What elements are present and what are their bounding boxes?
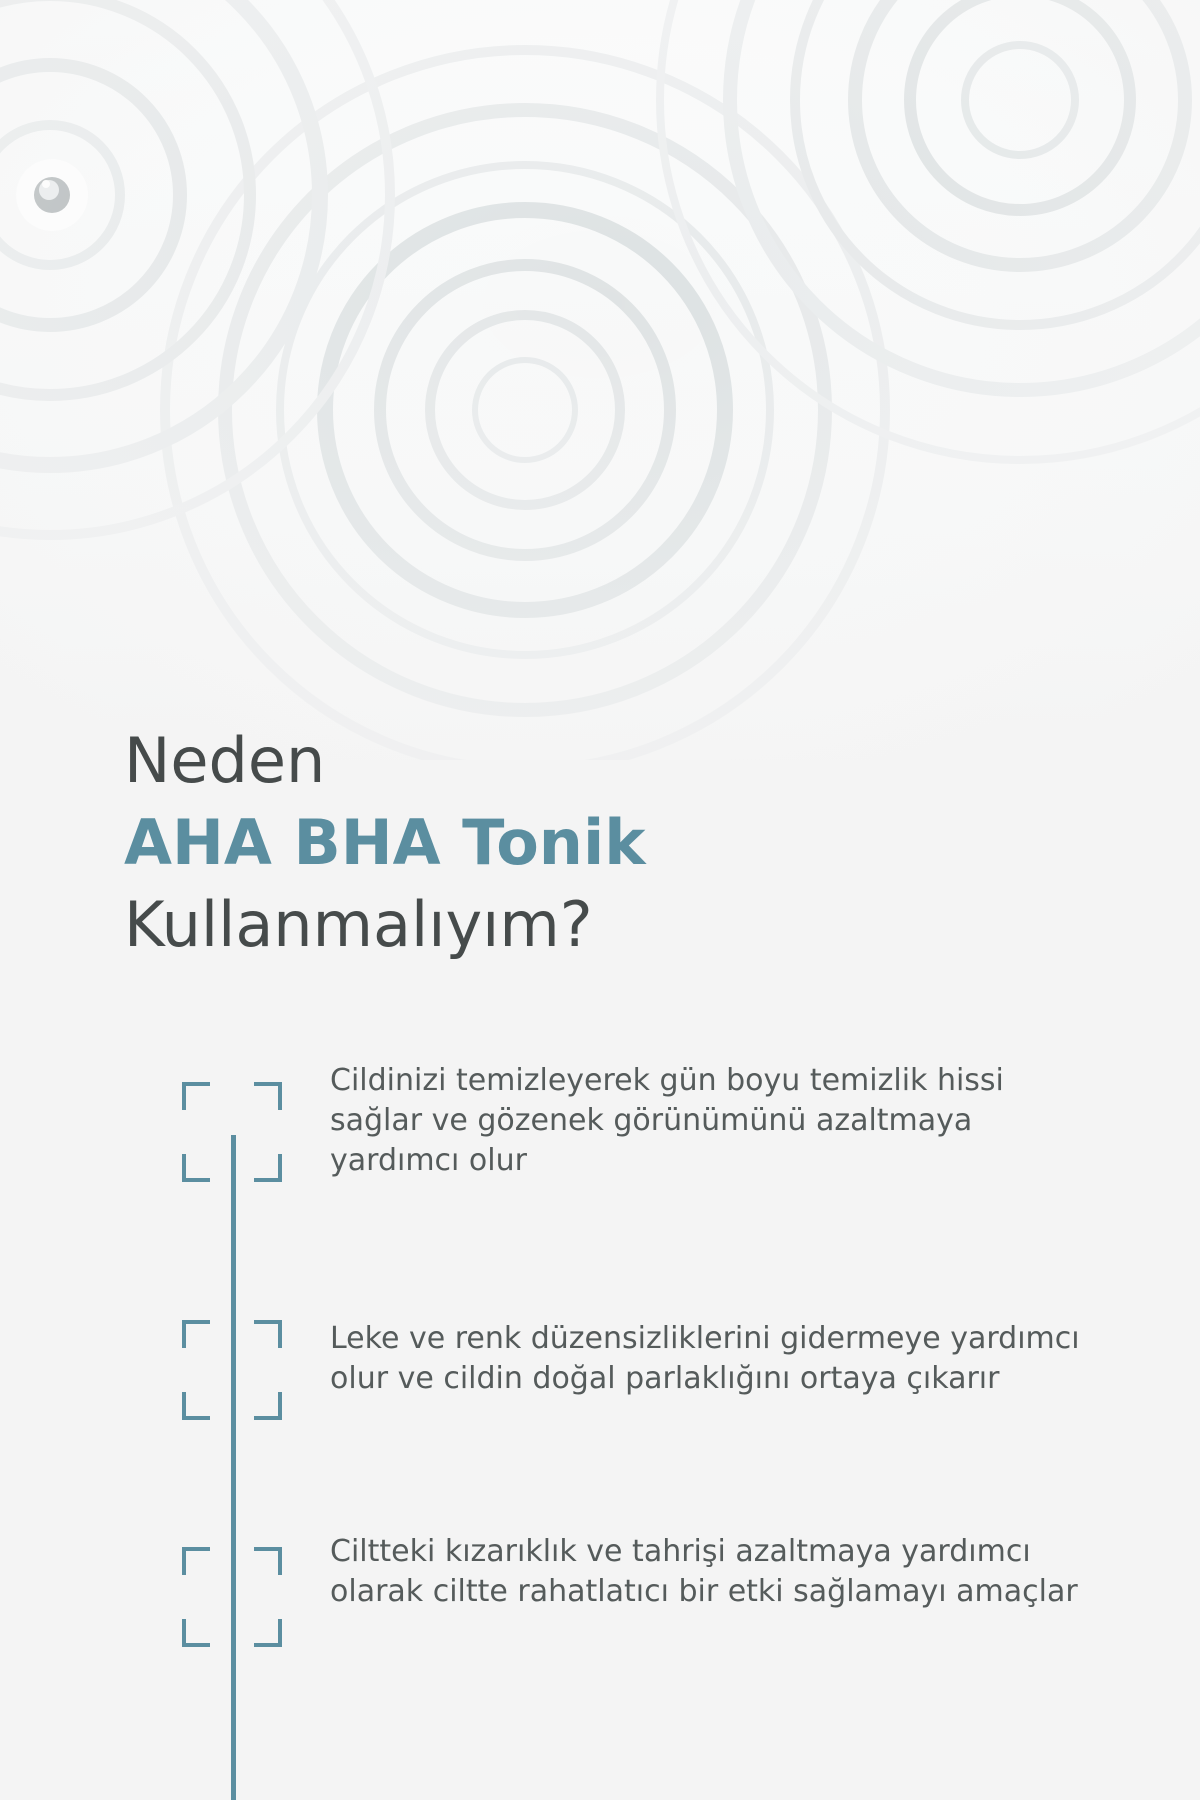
bracket-icon	[182, 1320, 282, 1420]
benefit-text-3: Ciltteki kızarıklık ve tahrişi azaltmaya yardımcı olarak ciltte rahatlatıcı bir etki sağlamayı amaçlar	[330, 1534, 1078, 1609]
page-heading	[124, 720, 645, 966]
heading-line-1: Neden	[124, 724, 326, 797]
heading-line-3: Kullanmalıyım?	[124, 888, 593, 961]
bracket-icon	[182, 1547, 282, 1647]
water-ripple-background	[0, 0, 1200, 760]
bracket-icon	[182, 1082, 282, 1182]
benefit-text-1: Cildinizi temizleyerek gün boyu temizlik hissi sağlar ve gözenek görünümünü azaltmaya yardımcı olur	[330, 1063, 1004, 1178]
heading-product-name: AHA BHA Tonik	[124, 806, 646, 879]
timeline-line	[231, 1135, 236, 1800]
benefit-text-2: Leke ve renk düzensizliklerini gidermeye yardımcı olur ve cildin doğal parlaklığını ortaya çıkarır	[330, 1321, 1080, 1396]
